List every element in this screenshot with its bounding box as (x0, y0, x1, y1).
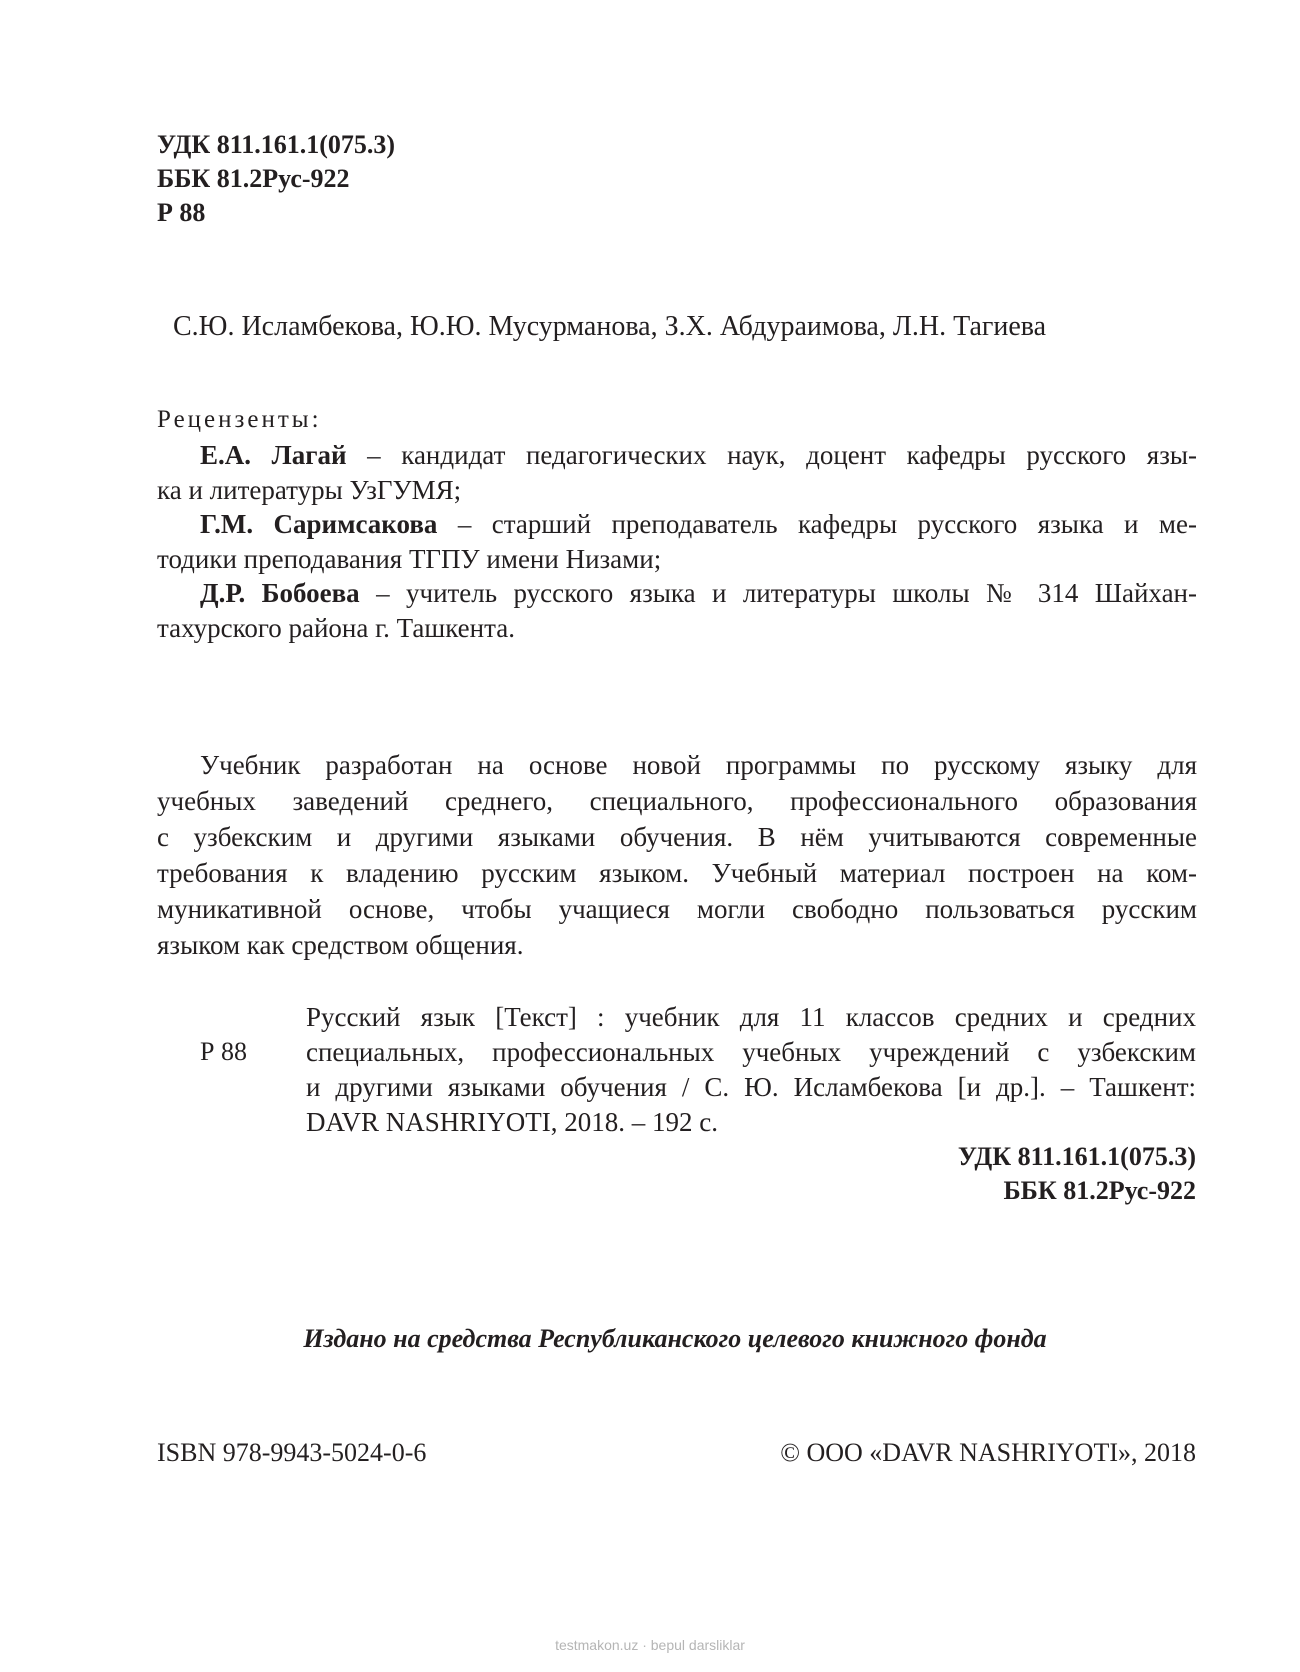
reviewer-3-line-2: тахурского района г. Ташкента. (157, 612, 515, 643)
bbk-code: ББК 81.2Рус-922 (157, 164, 350, 193)
reviewer-3-name: Д.Р. Бобоева (200, 578, 360, 608)
reviewer-1-line-2: ка и литературы УзГУМЯ; (157, 474, 462, 505)
abstract-line: требования к владению русским языком. Учебный материал построен на ком- (157, 858, 1197, 888)
reviewer-2-description: – старший преподаватель кафедры русского языка и ме- (437, 509, 1197, 539)
catalog-line: Русский язык [Текст] : учебник для 11 классов средних и средних (306, 1002, 1196, 1032)
author-mark: Р 88 (157, 198, 206, 227)
catalog-author-mark: Р 88 (200, 1037, 247, 1066)
reviewer-3-description: – учитель русского языка и литературы школы № 314 Шайхан- (359, 578, 1197, 608)
reviewer-1-name: Е.А. Лагай (200, 440, 347, 470)
reviewer-2-name: Г.М. Саримсакова (200, 509, 438, 539)
copyright: © ООО «DAVR NASHRIYOTI», 2018 (780, 1438, 1196, 1467)
abstract-line: учебных заведений среднего, специального, профессионального образования (157, 786, 1197, 816)
isbn: ISBN 978-9943-5024-0-6 (157, 1438, 427, 1467)
reviewers-list (157, 438, 1197, 645)
catalog-line: DAVR NASHRIYOTI, 2018. – 192 с. (306, 1107, 719, 1137)
authors-line: С.Ю. Исламбекова, Ю.Ю. Мусурманова, З.Х. Абдураимова, Л.Н. Тагиева (173, 311, 1047, 342)
funding-note: Издано на средства Республиканского целевого книжного фонда (303, 1324, 1047, 1353)
watermark: testmakon.uz · bepul darsliklar (555, 1637, 745, 1653)
abstract-line: языком как средством общения. (157, 930, 524, 960)
reviewer-1-description: – кандидат педагогических наук, доцент кафедры русского язы- (346, 440, 1197, 470)
reviewer-3-line-1 (157, 576, 1197, 611)
catalog-line: специальных, профессиональных учебных учреждений с узбекским (306, 1037, 1196, 1067)
udk-code: УДК 811.161.1(075.3) (157, 130, 396, 159)
abstract-line: Учебник разработан на основе новой программы по русскому языку для (200, 750, 1197, 780)
header-classification-codes (157, 128, 395, 230)
catalog-entry (306, 1000, 1196, 1140)
reviewers-heading: Рецензенты: (157, 406, 322, 433)
abstract-line: с узбекским и другими языками обучения. В нём учитываются современные (157, 822, 1197, 852)
reviewer-2-line-1 (157, 507, 1197, 542)
footer-classification-codes (958, 1140, 1196, 1208)
catalog-line: и другими языками обучения / С. Ю. Исламбекова [и др.]. – Ташкент: (306, 1072, 1196, 1102)
reviewer-1-line-1 (157, 438, 1197, 473)
udk-code: УДК 811.161.1(075.3) (957, 1142, 1196, 1171)
abstract-paragraph (157, 747, 1197, 963)
abstract-line: муникативной основе, чтобы учащиеся могли свободно пользоваться русским (157, 894, 1197, 924)
reviewer-2-line-2: тодики преподавания ТГПУ имени Низами; (157, 543, 662, 574)
bbk-code: ББК 81.2Рус-922 (1003, 1176, 1196, 1205)
